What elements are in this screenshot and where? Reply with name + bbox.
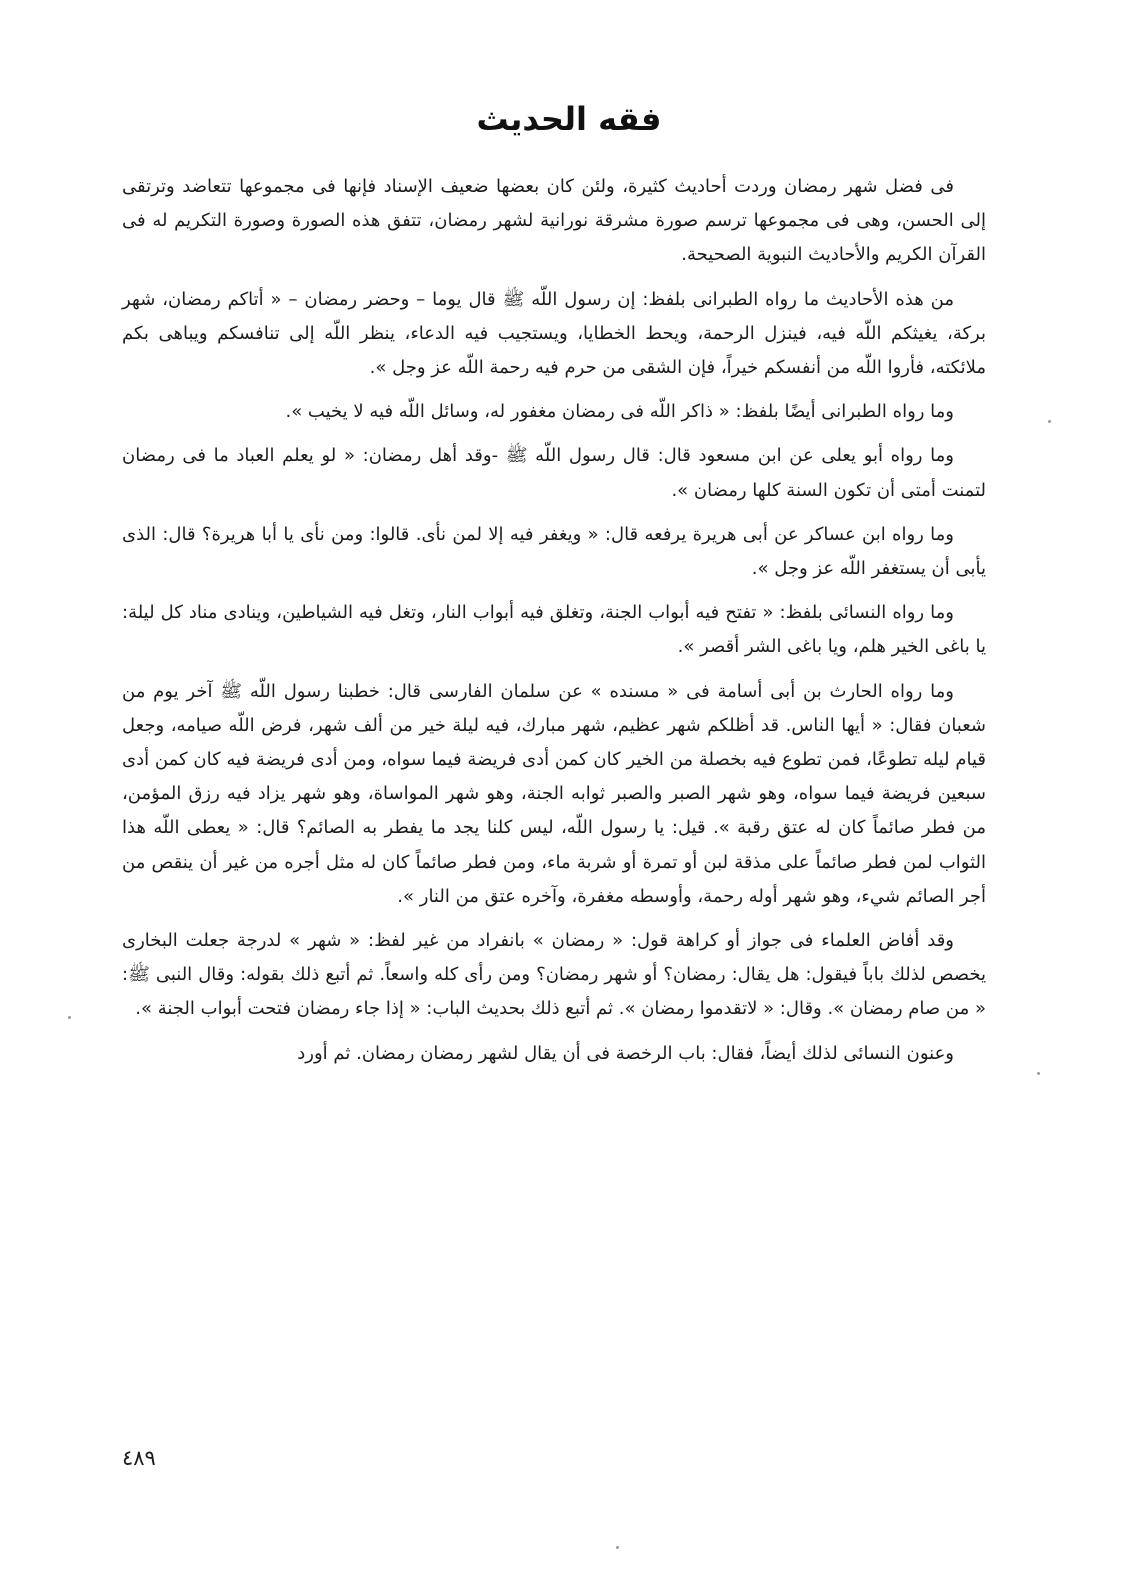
body-text bbox=[122, 170, 986, 1081]
scan-speck bbox=[1037, 1072, 1040, 1075]
paragraph-intro: فى فضل شهر رمضان وردت أحاديث كثيرة، ولئن كان بعضها ضعيف الإسناد فإنها فى مجموعها تتعاضد وترتقى إلى الحسن، وهى فى مجموعها ترسم صورة مشرقة نورانية لشهر رمضان، تتفق هذه الصورة وصورة التكريم له فى القرآن الكريم والأحاديث النبوية الصحيحة. bbox=[122, 176, 986, 266]
paragraph-ibn-asakir: وما رواه ابن عساكر عن أبى هريرة يرفعه قال: « ويغفر فيه إلا لمن نأى. قالوا: ومن نأى يا أبا هريرة؟ قال: الذى يأبى أن يستغفر اللّه عز وجل ». bbox=[122, 523, 986, 580]
page-number: ٤٨٩ bbox=[122, 1446, 156, 1470]
paragraph-nasai-heading: وعنون النسائى لذلك أيضاً، فقال: باب الرخصة فى أن يقال لشهر رمضان رمضان. ثم أورد bbox=[297, 1042, 954, 1064]
scan-speck bbox=[1048, 420, 1051, 423]
scan-speck bbox=[616, 1546, 619, 1549]
paragraph-nasai: وما رواه النسائى بلفظ: « تفتح فيه أبواب الجنة، وتغلق فيه أبواب النار، وتغل فيه الشياطين، وينادى مناد كل ليلة: يا باغى الخير هلم، ويا باغى الشر أقصر ». bbox=[122, 602, 986, 658]
paragraph-abu-yala: وما رواه أبو يعلى عن ابن مسعود قال: قال رسول اللّه ﷺ -وقد أهل رمضان: « لو يعلم العباد ما فى رمضان لتمنت أمتى أن تكون السنة كلها رمضان ». bbox=[122, 445, 986, 501]
page-title: فقه الحديث bbox=[476, 100, 662, 138]
scan-speck bbox=[68, 1016, 71, 1019]
paragraph-tabarani-second: وما رواه الطبرانى أيضًا بلفظ: « ذاكر اللّه فى رمضان مغفور له، وسائل اللّه فيه لا يخيب ». bbox=[285, 401, 954, 423]
paragraph-tabarani-hadith: من هذه الأحاديث ما رواه الطبرانى بلفظ: إن رسول اللّه ﷺ قال يوما – وحضر رمضان – « أتاكم رمضان، شهر بركة، يغيثكم اللّه فيه، فينزل الرحمة، ويحط الخطايا، ويستجيب فيه الدعاء، ينظر اللّه إلى تنافسكم ويباهى بكم ملائكته، فأروا اللّه من أنفسكم خيراً، فإن الشقى من حرم فيه رحمة اللّه عز وجل ». bbox=[122, 288, 986, 379]
paragraph-harith-salman: وما رواه الحارث بن أبى أسامة فى « مسنده » عن سلمان الفارسى قال: خطبنا رسول اللّه ﷺ آخر يوم من شعبان فقال: « أيها الناس. قد أظلكم شهر عظيم، شهر مبارك، فيه ليلة خير من ألف شهر، فرض اللّه صيامه، وجعل قيام ليله تطوعًا، فمن تطوع فيه بخصلة من الخير كان كمن أدى فريضة فيما سواه، ومن أدى فريضة فيه كان كمن أدى سبعين فريضة فيما سواه، وهو شهر الصبر والصبر ثوابه الجنة، وهو شهر المواساة، وهو شهر يزاد فيه رزق المؤمن، من فطر صائماً كان له عتق رقبة ». قيل: يا رسول اللّه، ليس كلنا يجد ما يفطر به الصائم؟ قال: « يعطى اللّه هذا الثواب لمن فطر صائماً على مذقة لبن أو تمرة أو شربة ماء، ومن فطر صائماً كان له مثل أجره من غير أن ينقص من أجر الصائم شيء، وهو شهر أوله رحمة، وأوسطه مغفرة، وآخره عتق من النار ». bbox=[122, 680, 986, 907]
paragraph-ulama-bukhari: وقد أفاض العلماء فى جواز أو كراهة قول: « رمضان » بانفراد من غير لفظ: « شهر » لدرجة جعلت البخارى يخصص لذلك باباً فيقول: هل يقال: رمضان؟ أو شهر رمضان؟ ومن رأى كله واسعاً. ثم أتبع ذلك بقوله: وقال النبى ﷺ: « من صام رمضان ». وقال: « لاتقدموا رمضان ». ثم أتبع ذلك بحديث الباب: « إذا جاء رمضان فتحت أبواب الجنة ». bbox=[122, 930, 986, 1020]
